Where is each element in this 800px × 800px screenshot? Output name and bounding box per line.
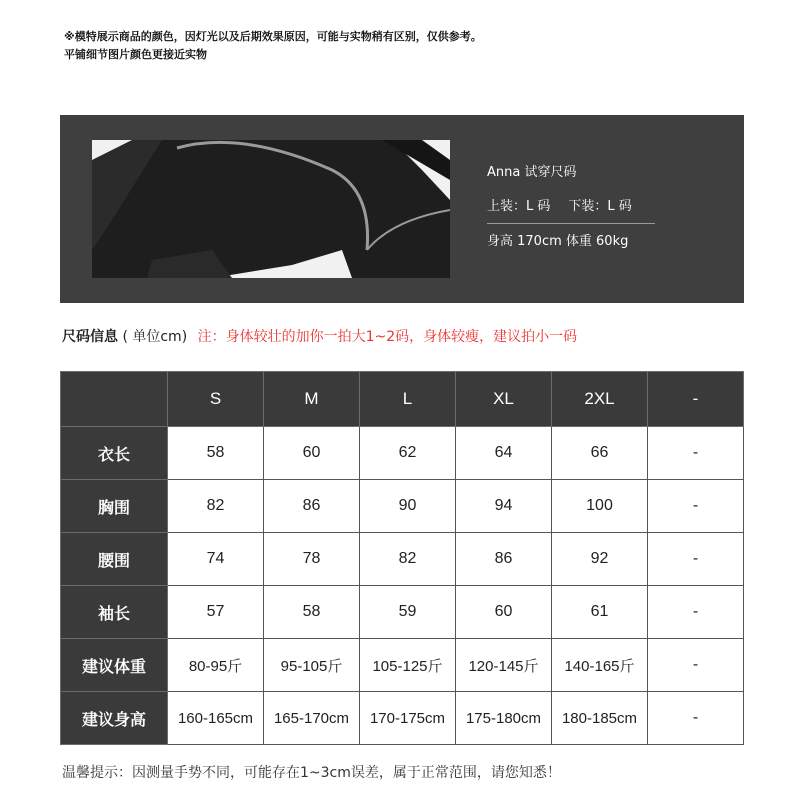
table-cell: 82 <box>360 533 456 586</box>
size-header-row <box>61 372 744 427</box>
table-cell: 58 <box>264 586 360 639</box>
table-row <box>61 586 744 639</box>
model-body: 身高 170cm 体重 60kg <box>487 234 629 249</box>
table-cell: 82 <box>168 480 264 533</box>
table-row <box>61 692 744 745</box>
size-header: XL <box>456 372 552 427</box>
table-cell: 62 <box>360 427 456 480</box>
table-cell: 92 <box>552 533 648 586</box>
table-cell: 64 <box>456 427 552 480</box>
table-cell: - <box>648 586 744 639</box>
table-cell: 94 <box>456 480 552 533</box>
row-label: 胸围 <box>61 480 168 533</box>
table-cell: 100 <box>552 480 648 533</box>
table-cell: 59 <box>360 586 456 639</box>
model-sizes <box>487 197 655 224</box>
size-info-unit: ( 单位cm) <box>122 329 188 345</box>
table-cell: 170-175cm <box>360 692 456 745</box>
table-cell: 66 <box>552 427 648 480</box>
table-cell: 165-170cm <box>264 692 360 745</box>
table-row <box>61 427 744 480</box>
table-cell: 86 <box>456 533 552 586</box>
row-label: 建议身高 <box>61 692 168 745</box>
size-header: L <box>360 372 456 427</box>
table-cell: - <box>648 639 744 692</box>
disclaimer-line-2: 平铺细节图片颜色更接近实物 <box>64 48 207 61</box>
table-cell: 105-125斤 <box>360 639 456 692</box>
table-cell: 175-180cm <box>456 692 552 745</box>
table-cell: 80-95斤 <box>168 639 264 692</box>
table-cell: 120-145斤 <box>456 639 552 692</box>
table-corner <box>61 372 168 427</box>
model-name: Anna 试穿尺码 <box>487 165 577 180</box>
table-cell: 160-165cm <box>168 692 264 745</box>
table-cell: - <box>648 692 744 745</box>
table-cell: 61 <box>552 586 648 639</box>
row-label: 袖长 <box>61 586 168 639</box>
table-cell: 60 <box>456 586 552 639</box>
model-top-size: 上装：L 码 <box>487 199 551 214</box>
table-cell: 140-165斤 <box>552 639 648 692</box>
size-info-title: 尺码信息 <box>62 329 118 345</box>
row-label: 衣长 <box>61 427 168 480</box>
table-cell: 95-105斤 <box>264 639 360 692</box>
size-header: - <box>648 372 744 427</box>
table-cell: - <box>648 480 744 533</box>
table-cell: - <box>648 533 744 586</box>
disclaimer <box>64 28 482 64</box>
size-info-note: 注：身体较壮的加你一拍大1~2码，身体较瘦，建议拍小一码 <box>197 329 578 345</box>
table-cell: 58 <box>168 427 264 480</box>
warm-tip: 温馨提示：因测量手势不同，可能存在1~3cm误差，属于正常范围，请您知悉！ <box>62 765 561 781</box>
size-table <box>60 371 744 745</box>
model-bottom-size: 下装：L 码 <box>568 199 632 214</box>
row-label: 腰围 <box>61 533 168 586</box>
table-row <box>61 533 744 586</box>
table-cell: 90 <box>360 480 456 533</box>
table-cell: 86 <box>264 480 360 533</box>
table-cell: - <box>648 427 744 480</box>
size-header: M <box>264 372 360 427</box>
table-cell: 74 <box>168 533 264 586</box>
table-row <box>61 639 744 692</box>
disclaimer-line-1: ※模特展示商品的颜色，因灯光以及后期效果原因，可能与实物稍有区别，仅供参考。 <box>64 30 482 43</box>
table-cell: 57 <box>168 586 264 639</box>
model-fit-panel <box>60 115 744 303</box>
size-header: 2XL <box>552 372 648 427</box>
model-photo <box>92 140 450 278</box>
size-info-heading <box>62 326 577 346</box>
table-cell: 78 <box>264 533 360 586</box>
table-cell: 60 <box>264 427 360 480</box>
model-info <box>487 163 655 266</box>
table-row <box>61 480 744 533</box>
table-cell: 180-185cm <box>552 692 648 745</box>
row-label: 建议体重 <box>61 639 168 692</box>
size-header: S <box>168 372 264 427</box>
